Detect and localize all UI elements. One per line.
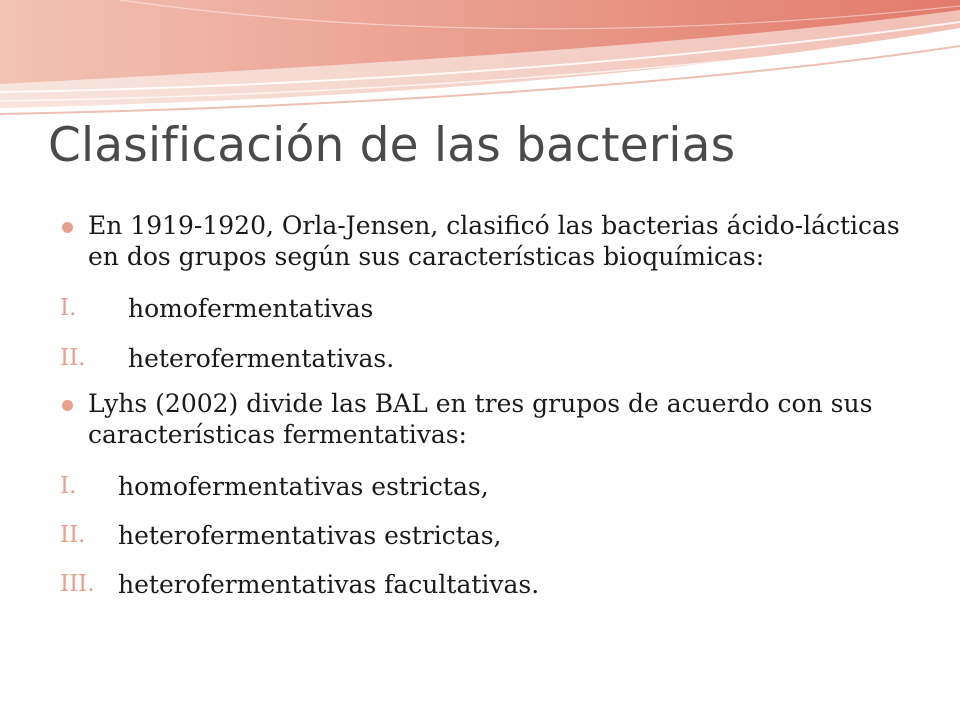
bullet-orla-jensen xyxy=(60,210,920,272)
list-item-text: heterofermentativas estrictas, xyxy=(118,521,502,550)
list-item xyxy=(60,471,920,502)
list-item xyxy=(60,343,920,374)
list-item xyxy=(60,293,920,324)
decorative-banner xyxy=(0,0,960,130)
list-item-text: heterofermentativas. xyxy=(128,344,395,373)
list-item-text: homofermentativas xyxy=(128,294,374,323)
list-number: I. xyxy=(60,473,77,499)
slide-body xyxy=(60,210,920,600)
slide-title: Clasificación de las bacterias xyxy=(48,118,736,173)
list-number: II. xyxy=(60,522,86,548)
list-item-text: heterofermentativas facultativas. xyxy=(118,570,540,599)
list-item xyxy=(60,569,920,600)
numbered-list-lyhs xyxy=(60,471,920,600)
list-item xyxy=(60,520,920,551)
numbered-list-orla-jensen xyxy=(60,293,920,374)
bullet-text: Lyhs (2002) divide las BAL en tres grupos de acuerdo con sus características fermentativas: xyxy=(88,389,873,449)
list-number: II. xyxy=(60,345,86,371)
list-item-text: homofermentativas estrictas, xyxy=(118,472,489,501)
list-number: I. xyxy=(60,295,77,321)
bullet-dot-icon xyxy=(62,400,73,411)
bullet-lyhs xyxy=(60,388,920,450)
bullet-text: En 1919-1920, Orla-Jensen, clasificó las bacterias ácido-lácticas en dos grupos según sus características bioquímicas: xyxy=(88,211,900,271)
list-number: III. xyxy=(60,571,95,597)
bullet-dot-icon xyxy=(62,222,73,233)
